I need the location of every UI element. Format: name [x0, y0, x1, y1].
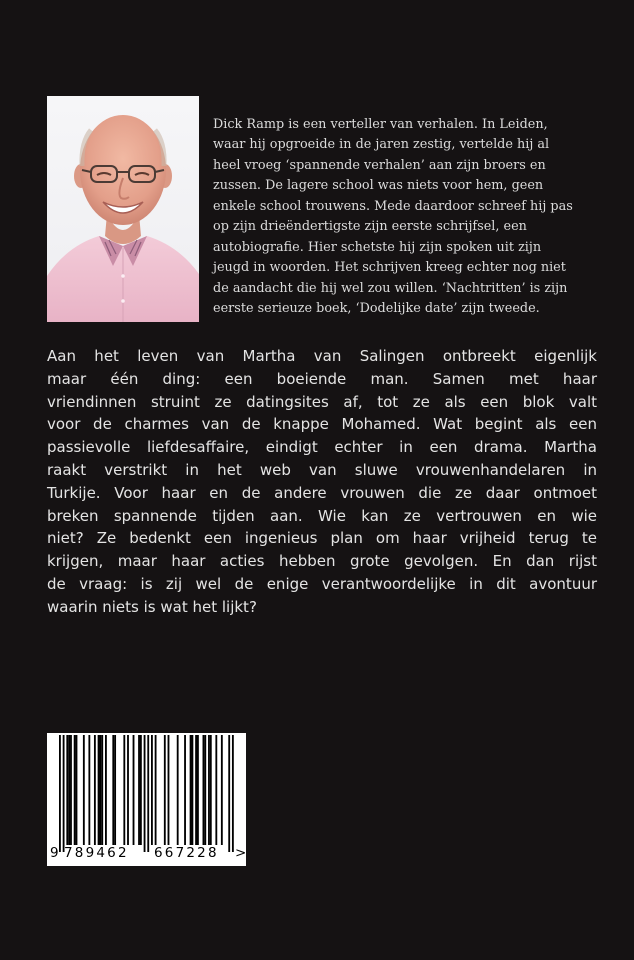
barcode-bar: [184, 735, 186, 845]
barcode-bar: [138, 735, 140, 845]
isbn-lead-digit: 9: [50, 845, 59, 861]
barcode-bar: [114, 735, 116, 845]
blurb-line: de vraag: is zij wel de enige verantwoordelijke in dit avontuur: [47, 574, 597, 593]
barcode-bar: [123, 735, 125, 845]
barcode-bar: [221, 735, 223, 845]
barcode-bar: [105, 735, 107, 845]
isbn-barcode: [47, 733, 246, 866]
barcode-bar: [66, 735, 68, 845]
barcode-bar: [151, 735, 153, 845]
bio-line: eerste serieuze boek, ‘Dodelijke date’ zijn tweede.: [213, 301, 540, 316]
barcode-bar: [147, 735, 149, 852]
blurb-line: niet? Ze bedenkt een ingenieus plan om haar vrijheid terug te: [47, 529, 597, 548]
blurb-line: waarin niets is wat het lijkt?: [47, 597, 257, 616]
barcode-bar: [168, 735, 170, 845]
barcode-bar: [215, 735, 217, 845]
barcode-bar: [155, 735, 157, 845]
bio-line: de aandacht die hij wel zou willen. ‘Nachtritten’ is zijn: [213, 280, 568, 296]
isbn-number: [47, 845, 246, 866]
blurb-line: Aan het leven van Martha van Salingen ontbreekt eigenlijk: [47, 347, 597, 365]
blurb-line: passievolle liefdesaffaire, eindigt echter in een drama. Martha: [47, 438, 597, 457]
isbn-left-group: 789462: [64, 845, 129, 861]
barcode-bar: [76, 735, 78, 845]
barcode-bar: [197, 735, 199, 845]
bio-line: autobiografie. Hier schetste hij zijn spoken uit zijn: [213, 239, 542, 255]
barcode-bar: [99, 735, 101, 845]
author-photo: [47, 96, 199, 322]
barcode-bar: [191, 735, 193, 845]
barcode-bar: [177, 735, 179, 845]
author-bio: [213, 94, 605, 320]
bio-line: Dick Ramp is een verteller van verhalen. In Leiden,: [213, 116, 548, 132]
blurb-line: voor de charmes van de knappe Mohamed. Wat begint als een: [47, 415, 597, 434]
barcode-bar: [112, 735, 114, 845]
bio-line: zussen. De lagere school was niets voor hem, geen: [213, 178, 544, 193]
barcode-bar: [127, 735, 129, 845]
barcode-bar: [68, 735, 70, 845]
author-portrait-image: [47, 96, 199, 322]
bio-line: enkele school trouwens. Mede daardoor schreef hij pas: [213, 198, 573, 214]
barcode-bar: [88, 735, 90, 845]
isbn-right-group: 667228: [154, 845, 219, 861]
barcode-bar: [101, 735, 103, 845]
barcode-bar: [83, 735, 85, 845]
barcode-bar: [204, 735, 206, 845]
blurb-line: vriendinnen struint ze datingsites af, tot ze als een blok valt: [47, 392, 597, 411]
barcode-bar: [98, 735, 100, 845]
quiet-zone-mark: >: [235, 845, 247, 861]
barcode-bar: [144, 735, 146, 852]
bio-line: jeugd in woorden. Het schrijven kreeg echter nog niet: [213, 260, 566, 275]
barcode-bar: [203, 735, 205, 845]
barcode-bar: [59, 735, 61, 852]
barcode-bar: [133, 735, 135, 845]
barcode-bar: [232, 735, 234, 852]
barcode-bar: [140, 735, 142, 845]
blurb-line: krijgen, maar haar acties hebben grote gevolgen. En dan rijst: [47, 552, 597, 571]
blurb-line: maar één ding: een boeiende man. Samen met haar: [47, 369, 597, 388]
barcode-bar: [190, 735, 192, 845]
barcode-bar: [74, 735, 76, 845]
barcode-bar: [94, 735, 96, 845]
barcode-bar: [228, 735, 230, 852]
blurb-line: raakt verstrikt in het web van sluwe vrouwenhandelaren in: [47, 460, 597, 479]
bio-line: op zijn drieëndertigste zijn eerste schrijfsel, een: [213, 219, 527, 234]
book-blurb: [47, 345, 597, 619]
blurb-line: Turkije. Voor haar en de andere vrouwen die ze daar ontmoet: [47, 483, 597, 502]
barcode-bar: [164, 735, 166, 845]
bio-line: heel vroeg ‘spannende verhalen’ aan zijn broers en: [213, 157, 546, 173]
bio-line: waar hij opgroeide in de jaren zestig, vertelde hij al: [213, 137, 550, 152]
barcode-bar: [210, 735, 212, 845]
barcode-bar: [70, 735, 72, 845]
blurb-line: breken spannende tijden aan. Wie kan ze vertrouwen en wie: [47, 506, 597, 525]
barcode-bar: [63, 735, 65, 852]
barcode-bar: [208, 735, 210, 845]
barcode-bar: [195, 735, 197, 845]
